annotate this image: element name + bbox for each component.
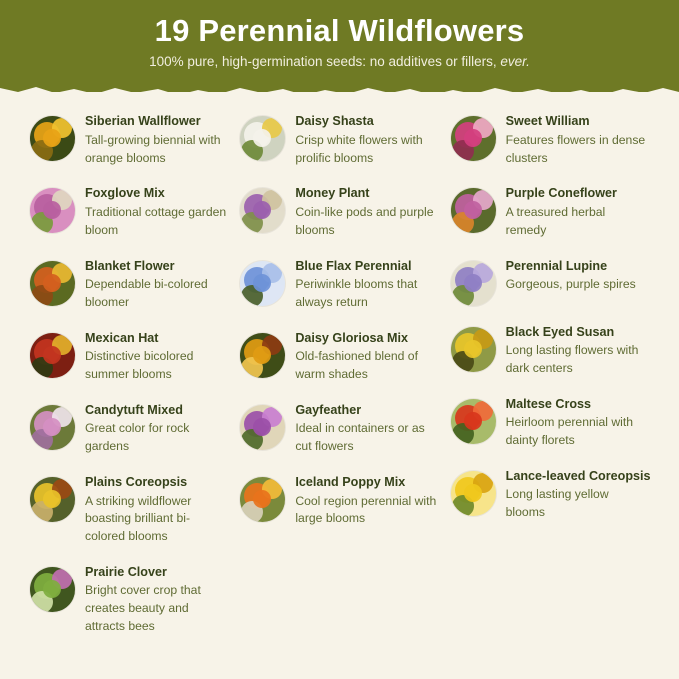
flower-list-item xyxy=(30,331,240,384)
flower-text-block xyxy=(85,186,227,239)
flower-name: Money Plant xyxy=(295,186,370,201)
flower-name: Lance-leaved Coreopsis xyxy=(505,468,651,483)
flower-list-item xyxy=(451,186,661,239)
flower-description: Distinctive bicolored summer blooms xyxy=(85,349,194,382)
flower-name: Gayfeather xyxy=(295,402,362,417)
flower-text-block xyxy=(85,475,227,546)
flower-column-1 xyxy=(30,114,240,654)
flower-photo-thumbnail xyxy=(451,327,496,372)
flower-text-block xyxy=(295,186,437,239)
flower-photo-thumbnail xyxy=(451,188,496,233)
flower-text-block xyxy=(295,114,437,167)
flower-name: Plains Coreopsis xyxy=(85,474,188,489)
flower-column-3 xyxy=(451,114,661,654)
flower-name: Sweet William xyxy=(505,114,590,129)
flower-description: Old-fashioned blend of warm shades xyxy=(295,349,418,382)
torn-paper-edge xyxy=(0,86,679,102)
thumbnail-color-blob xyxy=(43,490,61,508)
thumbnail-color-blob xyxy=(464,340,482,358)
flower-photo-thumbnail xyxy=(240,333,285,378)
flower-description: Great color for rock gardens xyxy=(85,421,190,454)
flower-list-item xyxy=(30,186,240,239)
torn-edge-shape xyxy=(0,86,679,102)
flower-description: Cool region perennial with large blooms xyxy=(295,493,437,526)
flower-list-item xyxy=(240,186,450,239)
flower-name: Perennial Lupine xyxy=(505,258,608,273)
flower-description: Long lasting flowers with dark centers xyxy=(505,343,639,375)
flower-list-item xyxy=(451,114,661,167)
flower-text-block xyxy=(85,114,227,167)
flower-name: Mexican Hat xyxy=(85,330,159,345)
flower-name: Iceland Poppy Mix xyxy=(295,474,406,489)
flower-description: Crisp white flowers with prolific blooms xyxy=(295,133,423,165)
thumbnail-color-blob xyxy=(464,484,482,502)
subtitle-emphasis: ever. xyxy=(500,54,530,70)
flower-name: Purple Coneflower xyxy=(505,186,617,201)
flower-name: Daisy Shasta xyxy=(295,114,374,129)
flower-description: Heirloom perennial with dainty florets xyxy=(505,415,634,448)
flower-name: Candytuft Mixed xyxy=(85,402,183,417)
thumbnail-color-blob xyxy=(43,274,61,292)
flower-description: Bright cover crop that creates beauty and attracts bees xyxy=(85,583,201,633)
flower-description: Gorgeous, purple spires xyxy=(505,277,636,292)
flower-list-item xyxy=(451,325,661,378)
flower-description: Tall-growing biennial with orange blooms xyxy=(85,133,221,165)
flower-list-item xyxy=(240,114,450,167)
flower-list-item xyxy=(451,469,661,522)
flower-list-item xyxy=(451,259,661,306)
flower-text-block xyxy=(85,565,227,636)
thumbnail-color-blob xyxy=(464,412,482,430)
flower-photo-thumbnail xyxy=(30,116,75,161)
flower-list-item xyxy=(30,259,240,312)
flower-photo-thumbnail xyxy=(451,261,496,306)
flower-photo-thumbnail xyxy=(30,477,75,522)
flower-list-item xyxy=(30,403,240,456)
flower-description: A striking wildflower boasting brilliant bi-colored blooms xyxy=(85,493,192,543)
thumbnail-color-blob xyxy=(464,274,482,292)
flower-photo-thumbnail xyxy=(30,188,75,233)
flower-name: Foxglove Mix xyxy=(85,186,165,201)
flower-photo-thumbnail xyxy=(240,477,285,522)
flower-text-block xyxy=(506,114,648,167)
flower-description: Features flowers in dense clusters xyxy=(505,133,646,165)
flower-description: Dependable bi-colored bloomer xyxy=(85,277,208,309)
flower-photo-thumbnail xyxy=(30,261,75,306)
flower-list-item xyxy=(30,114,240,167)
flower-description: Coin-like pods and purple blooms xyxy=(295,205,434,237)
flower-text-block xyxy=(85,403,227,456)
flower-photo-thumbnail xyxy=(451,471,496,516)
flower-list-item xyxy=(240,475,450,528)
thumbnail-color-blob xyxy=(253,346,271,364)
flower-photo-thumbnail xyxy=(30,333,75,378)
flower-name: Prairie Clover xyxy=(85,564,167,579)
flower-photo-thumbnail xyxy=(30,405,75,450)
page-title: 19 Perennial Wildflowers xyxy=(154,13,525,48)
flower-name: Siberian Wallflower xyxy=(85,114,201,129)
thumbnail-color-blob xyxy=(253,418,271,436)
flower-name: Black Eyed Susan xyxy=(505,324,615,339)
flower-text-block xyxy=(85,259,227,312)
flower-description: Long lasting yellow blooms xyxy=(505,487,609,520)
flower-text-block xyxy=(506,469,651,522)
flower-description: A treasured herbal remedy xyxy=(505,205,606,237)
flower-list-item xyxy=(240,259,450,312)
flower-name: Maltese Cross xyxy=(505,396,592,411)
subtitle-main: 100% pure, high-germination seeds: no additives or fillers, xyxy=(149,54,501,70)
flower-list-item xyxy=(30,565,240,636)
flower-text-block xyxy=(506,186,648,239)
flower-column-2 xyxy=(240,114,450,654)
thumbnail-color-blob xyxy=(43,418,61,436)
page-header xyxy=(0,0,679,92)
flower-text-block xyxy=(295,259,437,312)
flower-photo-thumbnail xyxy=(451,399,496,444)
flower-list-item xyxy=(240,331,450,384)
flower-name: Daisy Gloriosa Mix xyxy=(295,330,409,345)
flower-description: Ideal in containers or as cut flowers xyxy=(295,421,425,454)
flower-text-block xyxy=(295,475,437,528)
flower-text-block xyxy=(506,397,648,450)
thumbnail-color-blob xyxy=(43,346,61,364)
flower-photo-thumbnail xyxy=(240,188,285,233)
page-subtitle xyxy=(20,54,659,70)
thumbnail-color-blob xyxy=(464,129,482,147)
thumbnail-color-blob xyxy=(43,580,61,598)
flower-list-item xyxy=(240,403,450,456)
flower-photo-thumbnail xyxy=(240,261,285,306)
thumbnail-color-blob xyxy=(253,274,271,292)
flower-photo-thumbnail xyxy=(240,405,285,450)
flower-photo-thumbnail xyxy=(240,116,285,161)
flower-description: Periwinkle blooms that always return xyxy=(295,277,418,309)
flower-text-block xyxy=(506,259,636,294)
flower-list-item xyxy=(451,397,661,450)
flower-text-block xyxy=(295,403,437,456)
flower-name: Blue Flax Perennial xyxy=(295,258,412,273)
flower-text-block xyxy=(506,325,648,378)
thumbnail-color-blob xyxy=(464,201,482,219)
flower-photo-thumbnail xyxy=(451,116,496,161)
flower-name: Blanket Flower xyxy=(85,258,175,273)
flower-list-item xyxy=(30,475,240,546)
flower-description: Traditional cottage garden bloom xyxy=(85,205,227,237)
flower-photo-thumbnail xyxy=(30,567,75,612)
flower-grid xyxy=(0,92,679,664)
flower-text-block xyxy=(295,331,437,384)
flower-text-block xyxy=(85,331,227,384)
